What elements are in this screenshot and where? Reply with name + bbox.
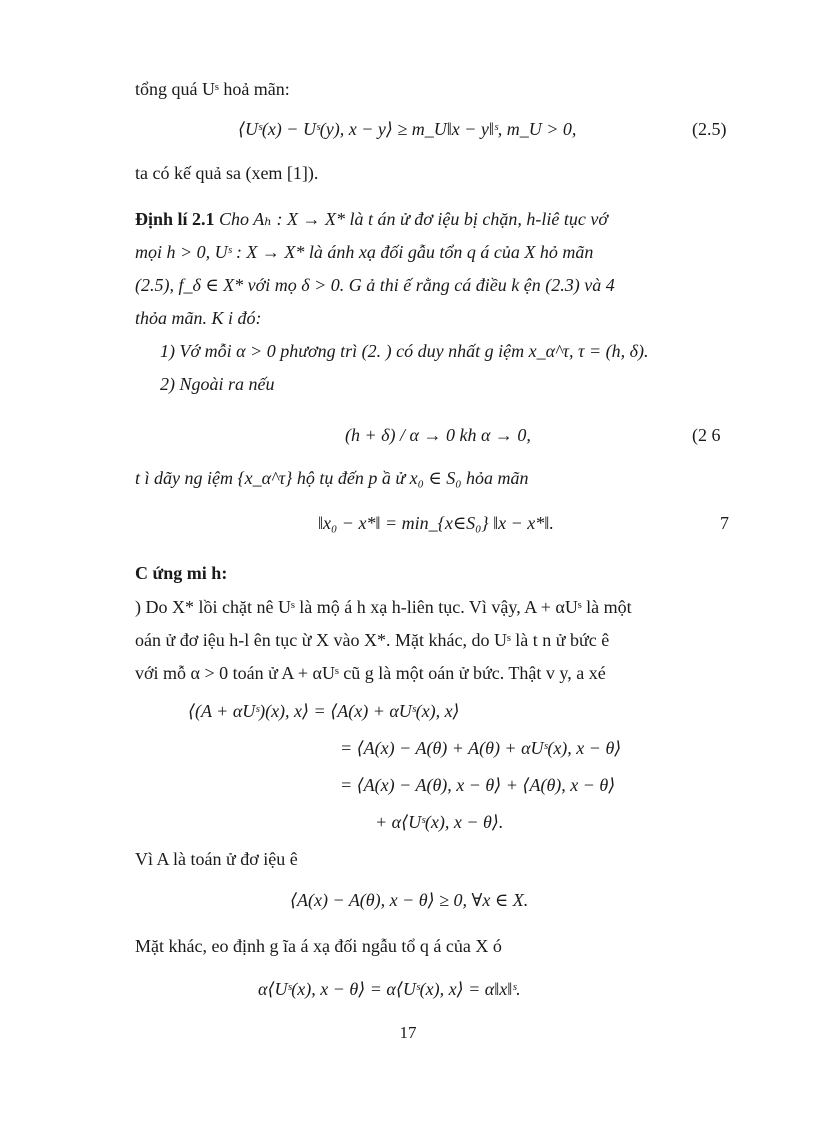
equation-2-6: (h + δ) / α → 0 kh α → 0, bbox=[345, 425, 531, 445]
equation-final: α⟨Uˢ(x), x − θ⟩ = α⟨Uˢ(x), x⟩ = α‖x‖ˢ. bbox=[258, 979, 521, 999]
equation-number: (2.5) bbox=[692, 119, 727, 139]
theorem-label: Định lí 2.1 bbox=[135, 209, 215, 229]
proof-line-3: với mỗ α > 0 toán ử A + αUˢ cũ g là một oán ử bức. Thật v y, a xé bbox=[135, 663, 606, 683]
proof-line-4: Vì A là toán ử đơ iệu ê bbox=[135, 849, 298, 869]
math-line-2: = ⟨A(x) − A(θ) + A(θ) + αUˢ(x), x − θ⟩ bbox=[340, 738, 622, 758]
math-line-3: = ⟨A(x) − A(θ), x − θ⟩ + ⟨A(θ), x − θ⟩ bbox=[340, 775, 616, 795]
math-line-4: + α⟨Uˢ(x), x − θ⟩. bbox=[375, 812, 504, 832]
text-line: ta có kế quả sa (xem [1]). bbox=[135, 163, 319, 183]
theorem-line-3: (2.5), f_δ ∈ X* với mọ δ > 0. G ả thi ế rằng cá điều k ện (2.3) và 4 bbox=[135, 275, 615, 295]
equation-monotone: ⟨A(x) − A(θ), x − θ⟩ ≥ 0, ∀x ∈ X. bbox=[290, 890, 529, 910]
proof-title: C ứng mi h: bbox=[135, 563, 228, 583]
proof-line-2: oán ử đơ iệu h-l ên tục ừ X vào X*. Mặt khác, do Uˢ là t n ử bức ê bbox=[135, 630, 610, 650]
theorem-line-1 bbox=[135, 208, 608, 230]
text-line: tổng quá Uˢ hoả mãn: bbox=[135, 79, 290, 99]
theorem-line-4: thỏa mãn. K i đó: bbox=[135, 308, 262, 328]
theorem-line-5: t ì dãy ng iệm {x_α^τ} hộ tụ đến p ầ ử x₀ ∈ S₀ hỏa mãn bbox=[135, 468, 529, 488]
math-line-1: ⟨(A + αUˢ)(x), x⟩ = ⟨A(x) + αUˢ(x), x⟩ bbox=[188, 701, 460, 721]
page-number: 17 bbox=[399, 1023, 417, 1042]
theorem-part-2: 2) Ngoài ra nếu bbox=[160, 374, 275, 394]
equation-number: (2 6 bbox=[692, 425, 721, 445]
equation-2-5: ⟨Uˢ(x) − Uˢ(y), x − y⟩ ≥ m_U‖x − y‖ˢ, m_U > 0, bbox=[238, 119, 577, 139]
theorem-line-2: mọi h > 0, Uˢ : X → X* là ánh xạ đối gẫu tổn q á của X hỏ mãn bbox=[135, 242, 594, 262]
proof-line-5: Mặt khác, eo định g ĩa á xạ đối ngẫu tổ q á của X ó bbox=[135, 936, 502, 956]
equation-number: 7 bbox=[720, 513, 729, 533]
equation-2-7: ‖x₀ − x*‖ = min_{x∈S₀} ‖x − x*‖. bbox=[318, 513, 554, 533]
theorem-part-1: 1) Vớ mỗi α > 0 phương trì (2. ) có duy nhất g iệm x_α^τ, τ = (h, δ). bbox=[160, 341, 649, 361]
theorem-text: Cho Aₕ : X → X* là t án ử đơ iệu bị chặn, h-liê tục vớ bbox=[219, 209, 608, 229]
proof-line-1: ) Do X* lồi chặt nê Uˢ là mộ á h xạ h-liên tục. Vì vậy, A + αUˢ là một bbox=[135, 597, 632, 617]
